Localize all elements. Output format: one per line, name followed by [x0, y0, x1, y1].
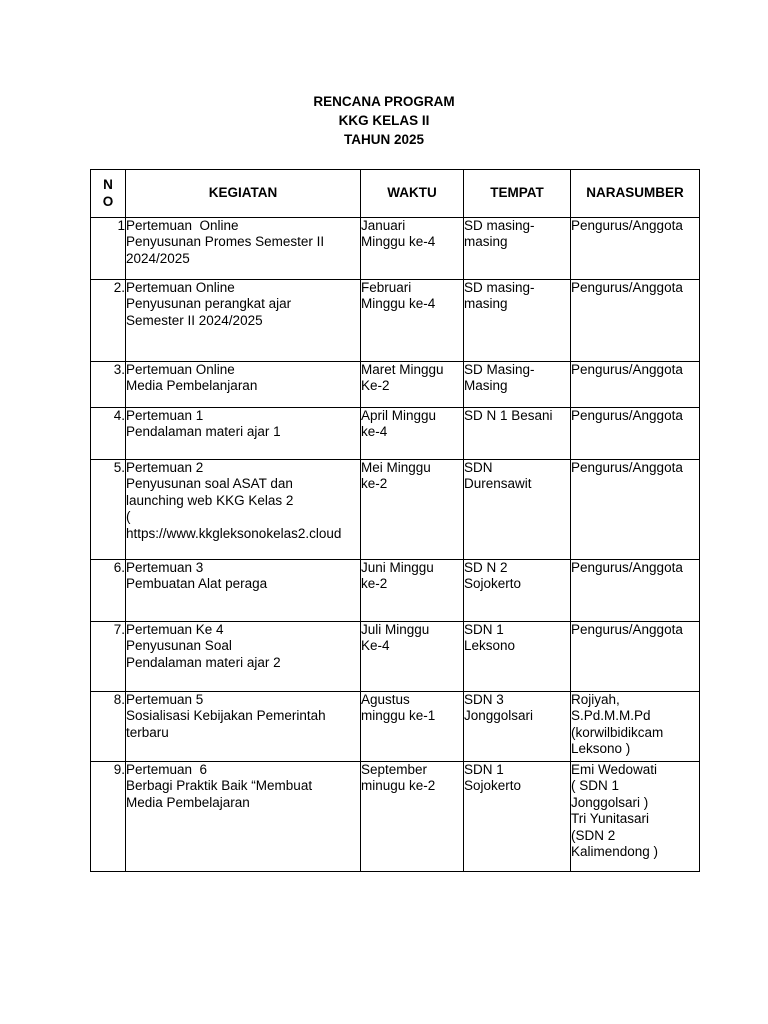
tempat-line: SD N 1 Besani: [464, 408, 553, 423]
waktu-line: Januari: [361, 218, 406, 233]
cell-kegiatan: [126, 218, 361, 280]
tempat-line: Leksono: [464, 638, 516, 654]
narasumber-line: Emi Wedowati: [571, 762, 658, 777]
cell-narasumber: [571, 622, 700, 692]
tempat-line: SD Masing-: [464, 362, 535, 377]
cell-kegiatan: [126, 460, 361, 560]
cell-waktu: [361, 622, 464, 692]
narasumber-line: (SDN 2: [571, 827, 616, 843]
title-line-3: TAHUN 2025: [343, 132, 425, 147]
narasumber-line: Tri Yunitasari: [571, 811, 650, 827]
kegiatan-line: launching web KKG Kelas 2: [126, 492, 294, 508]
kegiatan-line: 2024/2025: [126, 250, 190, 266]
title-line-2: KKG KELAS II: [338, 113, 430, 128]
cell-no: 2.: [91, 280, 126, 362]
kegiatan-line: https://www.kkgleksonokelas2.cloud: [126, 525, 342, 541]
tempat-line: SD N 2: [464, 560, 508, 575]
table-row: [91, 622, 700, 692]
cell-waktu: [361, 692, 464, 762]
kegiatan-line: Pertemuan Ke 4: [126, 622, 224, 637]
table-row: [91, 280, 700, 362]
table-row: [91, 218, 700, 280]
kegiatan-line: Pertemuan 5: [126, 692, 204, 707]
waktu-line: Minggu ke-4: [361, 234, 436, 250]
waktu-line: September: [361, 762, 428, 777]
cell-kegiatan: [126, 408, 361, 460]
cell-waktu: [361, 762, 464, 872]
waktu-line: Juni Minggu: [361, 560, 434, 575]
kegiatan-line: Pertemuan Online: [126, 280, 235, 295]
tempat-line: masing: [464, 234, 508, 250]
kegiatan-line: Pendalaman materi ajar 2: [126, 654, 281, 670]
cell-tempat: [464, 362, 571, 408]
kegiatan-line: Pertemuan Online: [126, 218, 239, 233]
cell-tempat: [464, 460, 571, 560]
waktu-line: ke-2: [361, 576, 388, 592]
tempat-line: SD masing-: [464, 218, 535, 233]
waktu-line: April Minggu: [361, 408, 437, 423]
tempat-line: SDN 1: [464, 762, 504, 777]
tempat-line: SDN 1: [464, 622, 504, 637]
cell-tempat: [464, 622, 571, 692]
narasumber-line: Leksono ): [571, 741, 631, 757]
waktu-line: ke-2: [361, 476, 388, 492]
cell-tempat: [464, 692, 571, 762]
cell-no: 1: [91, 218, 126, 280]
cell-narasumber: [571, 408, 700, 460]
table-body: [91, 218, 700, 872]
header-tempat: TEMPAT: [464, 170, 571, 218]
cell-narasumber: [571, 218, 700, 280]
waktu-line: Ke-4: [361, 638, 390, 654]
header-kegiatan: KEGIATAN: [126, 170, 361, 218]
header-no-line-1: N: [103, 177, 113, 193]
cell-no: 3.: [91, 362, 126, 408]
cell-kegiatan: [126, 692, 361, 762]
title-line-1: RENCANA PROGRAM: [313, 94, 455, 109]
table-row: [91, 460, 700, 560]
narasumber-line: Pengurus/Anggota: [571, 408, 683, 423]
waktu-line: Agustus: [361, 692, 410, 707]
kegiatan-line: Penyusunan Soal: [126, 638, 232, 654]
kegiatan-line: Pembuatan Alat peraga: [126, 576, 268, 592]
header-waktu: WAKTU: [361, 170, 464, 218]
narasumber-line: S.Pd.M.M.Pd: [571, 708, 651, 724]
cell-narasumber: [571, 762, 700, 872]
cell-no: 4.: [91, 408, 126, 460]
kegiatan-line: Berbagi Praktik Baik “Membuat: [126, 778, 313, 794]
document-title: [0, 92, 768, 149]
tempat-line: Durensawit: [464, 476, 532, 492]
kegiatan-line: Penyusunan soal ASAT dan: [126, 476, 293, 492]
kegiatan-line: Penyusunan perangkat ajar: [126, 296, 292, 312]
program-table: [90, 169, 700, 872]
narasumber-line: Pengurus/Anggota: [571, 280, 683, 295]
waktu-line: Maret Minggu: [361, 362, 444, 377]
cell-narasumber: [571, 362, 700, 408]
cell-no: 9.: [91, 762, 126, 872]
kegiatan-line: Media Pembelanjaran: [126, 378, 258, 394]
table-row: [91, 692, 700, 762]
cell-narasumber: [571, 692, 700, 762]
cell-waktu: [361, 560, 464, 622]
header-narasumber: NARASUMBER: [571, 170, 700, 218]
waktu-line: minugu ke-2: [361, 778, 436, 794]
tempat-line: SD masing-: [464, 280, 535, 295]
narasumber-line: ( SDN 1: [571, 778, 620, 794]
cell-kegiatan: [126, 362, 361, 408]
cell-kegiatan: [126, 280, 361, 362]
kegiatan-line: Penyusunan Promes Semester II: [126, 234, 325, 250]
tempat-line: SDN: [464, 460, 493, 475]
tempat-line: SDN 3: [464, 692, 504, 707]
header-no: [91, 170, 126, 218]
waktu-line: Ke-2: [361, 378, 390, 394]
narasumber-line: Pengurus/Anggota: [571, 218, 683, 233]
narasumber-line: Pengurus/Anggota: [571, 622, 683, 637]
cell-tempat: [464, 560, 571, 622]
waktu-line: ke-4: [361, 424, 388, 440]
narasumber-line: Pengurus/Anggota: [571, 362, 683, 377]
table-header-row: [91, 170, 700, 218]
tempat-line: Jonggolsari: [464, 708, 534, 724]
waktu-line: minggu ke-1: [361, 708, 436, 724]
table-row: [91, 408, 700, 460]
narasumber-line: Pengurus/Anggota: [571, 560, 683, 575]
cell-tempat: [464, 218, 571, 280]
table-row: [91, 560, 700, 622]
cell-tempat: [464, 280, 571, 362]
cell-narasumber: [571, 460, 700, 560]
waktu-line: Mei Minggu: [361, 460, 431, 475]
cell-waktu: [361, 362, 464, 408]
tempat-line: masing: [464, 296, 508, 312]
kegiatan-line: Semester II 2024/2025: [126, 312, 263, 328]
cell-narasumber: [571, 560, 700, 622]
waktu-line: Februari: [361, 280, 412, 295]
cell-kegiatan: [126, 762, 361, 872]
kegiatan-line: Pendalaman materi ajar 1: [126, 424, 281, 440]
kegiatan-line: Pertemuan 3: [126, 560, 204, 575]
cell-no: 5.: [91, 460, 126, 560]
cell-waktu: [361, 280, 464, 362]
tempat-line: Sojokerto: [464, 576, 522, 592]
narasumber-line: Rojiyah,: [571, 692, 620, 707]
narasumber-line: Kalimendong ): [571, 844, 659, 860]
header-no-line-2: O: [102, 193, 114, 209]
waktu-line: Minggu ke-4: [361, 296, 436, 312]
table-row: [91, 362, 700, 408]
cell-kegiatan: [126, 622, 361, 692]
cell-waktu: [361, 408, 464, 460]
tempat-line: Sojokerto: [464, 778, 522, 794]
cell-kegiatan: [126, 560, 361, 622]
kegiatan-line: Pertemuan Online: [126, 362, 235, 377]
cell-no: 8.: [91, 692, 126, 762]
kegiatan-line: terbaru: [126, 724, 169, 740]
kegiatan-line: Media Pembelajaran: [126, 794, 250, 810]
cell-no: 7.: [91, 622, 126, 692]
kegiatan-line: (: [126, 509, 131, 525]
cell-waktu: [361, 218, 464, 280]
cell-no: 6.: [91, 560, 126, 622]
waktu-line: Juli Minggu: [361, 622, 430, 637]
cell-waktu: [361, 460, 464, 560]
kegiatan-line: Pertemuan 6: [126, 762, 208, 777]
table-row: [91, 762, 700, 872]
narasumber-line: Pengurus/Anggota: [571, 460, 683, 475]
cell-tempat: [464, 762, 571, 872]
cell-narasumber: [571, 280, 700, 362]
kegiatan-line: Pertemuan 2: [126, 460, 204, 475]
kegiatan-line: Pertemuan 1: [126, 408, 204, 423]
tempat-line: Masing: [464, 378, 508, 394]
cell-tempat: [464, 408, 571, 460]
kegiatan-line: Sosialisasi Kebijakan Pemerintah: [126, 708, 326, 724]
narasumber-line: (korwilbidikcam: [571, 724, 664, 740]
narasumber-line: Jonggolsari ): [571, 794, 649, 810]
